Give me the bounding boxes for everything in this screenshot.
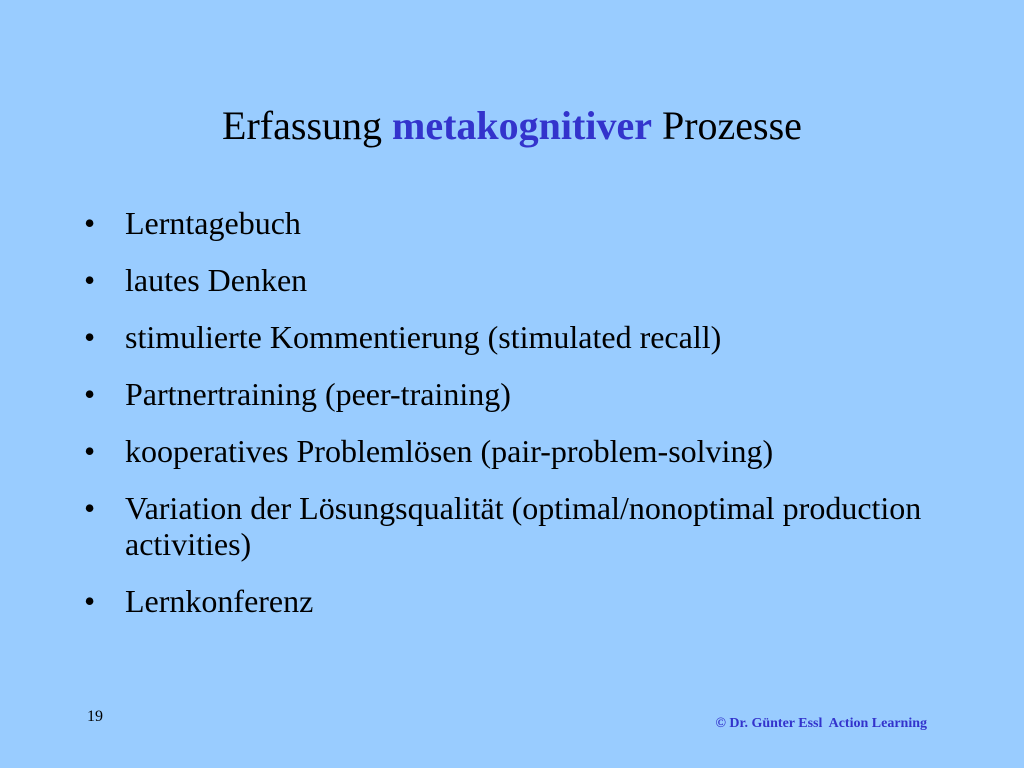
- bullet-text: Lernkonferenz: [125, 583, 314, 619]
- bullet-marker: •: [84, 376, 96, 412]
- bullet-text: Lerntagebuch: [125, 205, 301, 241]
- bullet-list: [84, 205, 964, 640]
- bullet-marker: •: [84, 433, 96, 469]
- bullet-marker: •: [84, 490, 96, 526]
- title-highlight: metakognitiver: [392, 103, 652, 148]
- bullet-text: kooperatives Problemlösen (pair-problem-solving): [125, 433, 774, 469]
- bullet-item: [84, 583, 964, 619]
- bullet-item: [84, 376, 964, 412]
- bullet-item: [84, 205, 964, 241]
- page-number: 19: [87, 708, 103, 725]
- bullet-marker: •: [84, 205, 96, 241]
- bullet-text: stimulierte Kommentierung (stimulated recall): [125, 319, 722, 355]
- bullet-item: [84, 433, 964, 469]
- footer-credit: © Dr. Günter Essl Action Learning: [715, 716, 927, 731]
- bullet-text: Variation der Lösungsqualität (optimal/nonoptimal production activities): [125, 490, 922, 562]
- bullet-marker: •: [84, 583, 96, 619]
- bullet-marker: •: [84, 319, 96, 355]
- bullet-text: lautes Denken: [125, 262, 308, 298]
- title-text-end: Prozesse: [651, 103, 802, 148]
- bullet-item: [84, 319, 964, 355]
- bullet-item: [84, 490, 964, 562]
- bullet-text: Partnertraining (peer-training): [125, 376, 511, 412]
- slide-title: [0, 100, 1024, 152]
- title-text-start: Erfassung: [222, 103, 393, 148]
- bullet-marker: •: [84, 262, 96, 298]
- bullet-item: [84, 262, 964, 298]
